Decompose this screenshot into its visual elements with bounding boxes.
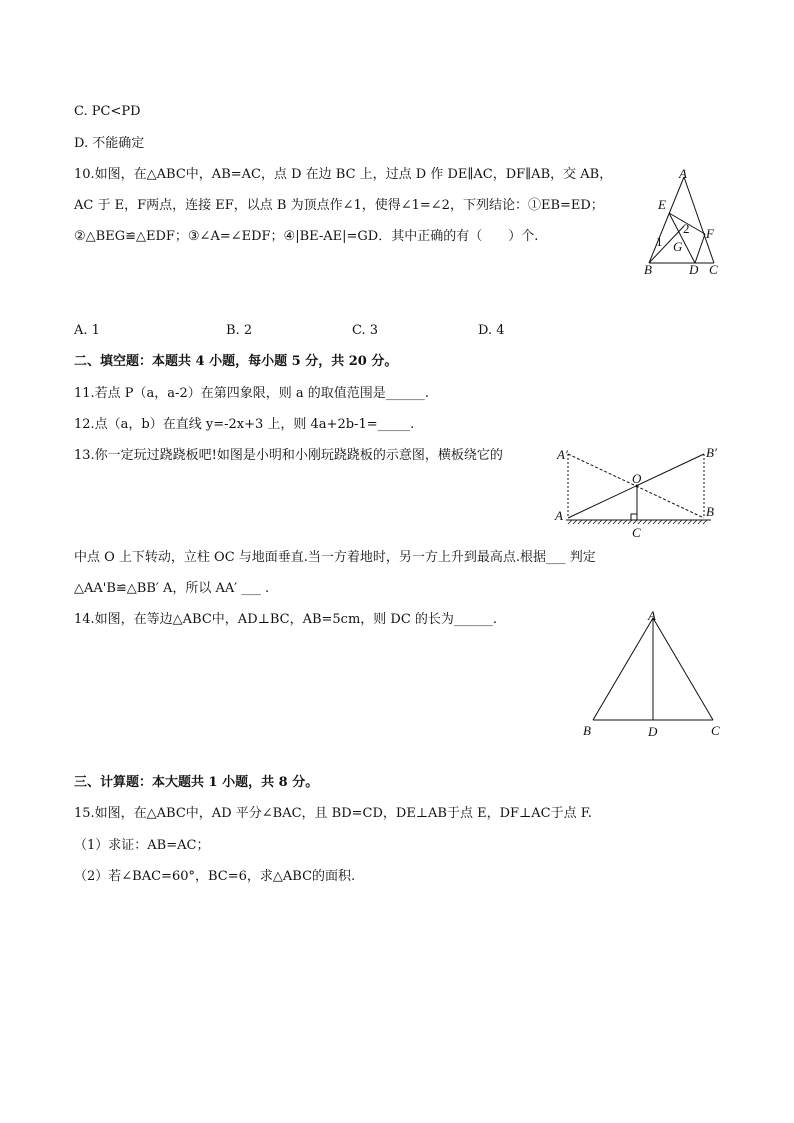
q13-label-b-prime: B′: [706, 445, 717, 460]
q10-text-line1: 10.如图，在△ABC中，AB=AC，点 D 在边 BC 上，过点 D 作 DE∥AC，DF∥AB，交 AB，: [74, 167, 613, 182]
q13-text-line3: △AA'B≌△BB′ A，所以 AA′ ___ .: [74, 581, 270, 596]
q10-option-a: A. 1: [74, 323, 100, 338]
q14-label-b: B: [583, 723, 591, 738]
q10-label-b: B: [644, 262, 652, 277]
section2-heading: 二、填空题：本题共 4 小题，每小题 5 分，共 20 分。: [74, 354, 398, 369]
q10-label-e: E: [658, 197, 666, 212]
q9-option-c: C. PC<PD: [74, 104, 141, 119]
q14-equilateral-figure: [578, 608, 728, 744]
q10-text-line2: AC 于 E，F两点，连接 EF，以点 B 为顶点作∠1，使得∠1=∠2，下列结论：①EB=ED；: [74, 198, 604, 213]
q13-text-line2: 中点 O 上下转动，立柱 OC 与地面垂直.当一方着地时，另一方上升到最高点.根据___ 判定: [74, 550, 596, 565]
q11-text: 11.若点 P（a，a-2）在第四象限，则 a 的取值范围是______.: [74, 386, 429, 401]
q14-text: 14.如图，在等边△ABC中，AD⊥BC，AB=5cm，则 DC 的长为______.: [74, 612, 498, 627]
q10-text-line3: ②△BEG≌△EDF；③∠A=∠EDF；④|BE-AE|=GD．其中正确的有（ ）个.: [74, 229, 539, 244]
q10-label-a: A: [679, 166, 687, 181]
section3-heading: 三、计算题：本大题共 1 小题，共 8 分。: [74, 775, 319, 790]
q10-label-angle1: 1: [656, 234, 663, 249]
q13-seesaw-figure: [551, 442, 731, 540]
q14-label-d: D: [648, 724, 658, 739]
q10-figure-triangle: [636, 166, 728, 280]
q13-label-a-prime: A′: [557, 447, 568, 462]
q10-label-d: D: [689, 262, 699, 277]
q15-text-line1: 15.如图，在△ABC中，AD 平分∠BAC，且 BD=CD，DE⊥AB于点 E，DF⊥AC于点 F.: [74, 806, 592, 821]
q13-text-line1: 13.你一定玩过跷跷板吧!如图是小明和小刚玩跷跷板的示意图，横板绕它的: [74, 448, 503, 463]
q15-part1: （1）求证：AB=AC；: [74, 838, 210, 853]
q12-text: 12.点（a，b）在直线 y=-2x+3 上，则 4a+2b-1=_____.: [74, 417, 415, 432]
q15-part2: （2）若∠BAC=60°，BC=6，求△ABC的面积.: [74, 869, 356, 884]
q9-option-d: D. 不能确定: [74, 136, 145, 151]
q10-label-angle2: 2: [683, 221, 690, 236]
q13-label-b: B: [706, 504, 714, 519]
q13-label-a: A: [555, 508, 563, 523]
q13-label-c: C: [632, 525, 641, 540]
q10-label-f: F: [706, 226, 714, 241]
q10-label-c: C: [709, 262, 718, 277]
q14-label-a: A: [648, 608, 656, 623]
q10-option-d: D. 4: [478, 323, 505, 338]
q10-option-b: B. 2: [226, 323, 253, 338]
q10-option-c: C. 3: [352, 323, 379, 338]
q13-label-o: O: [632, 471, 642, 486]
q14-label-c: C: [711, 723, 720, 738]
q10-label-g: G: [673, 239, 683, 254]
